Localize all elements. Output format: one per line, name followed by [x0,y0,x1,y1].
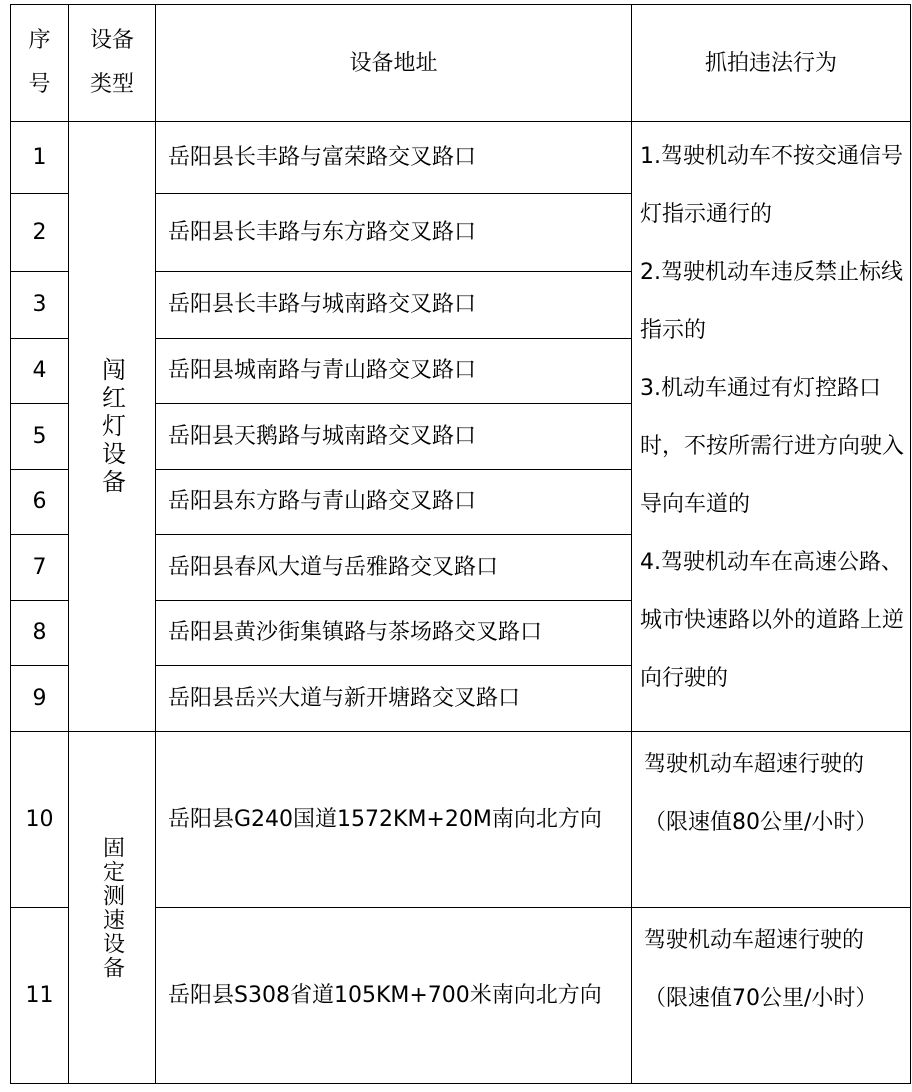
header-seq-cell [11,5,68,121]
violations-cell-red-light [632,122,910,731]
type-label-red-light: 闯红灯设备 [97,356,126,497]
row-number: 5 [32,423,47,449]
violation-item: 3.机动车通过有灯控路口时，不按所需行进方向驶入导向车道的 [640,376,905,517]
row-number: 11 [25,982,54,1008]
row-violation: 驾驶机动车超速行驶的（限速值80公里/小时） [644,752,878,835]
row-number: 7 [32,554,47,580]
row-number: 4 [32,358,47,383]
header-address: 设备地址 [349,50,438,76]
header-type-cell [69,5,155,121]
row-address: 岳阳县S308省道105KM+700米南向北方向 [168,982,602,1008]
header-type-line1: 设备 [89,28,134,53]
row-address: 岳阳县黄沙街集镇路与茶场路交叉路口 [168,620,543,645]
table-border-right [910,4,911,1084]
row-number: 9 [32,685,47,711]
row-address: 岳阳县春风大道与岳雅路交叉路口 [168,554,499,580]
violation-item: 4.驾驶机动车在高速公路、城市快速路以外的道路上逆向行驶的 [640,550,905,691]
violation-item: 2.驾驶机动车违反禁止标线指示的 [640,260,903,343]
row-address: 岳阳县城南路与青山路交叉路口 [168,358,477,383]
row-address: 岳阳县G240国道1572KM+20M南向北方向 [168,806,602,832]
header-seq-line2: 号 [28,72,51,97]
row-address: 岳阳县长丰路与东方路交叉路口 [168,219,477,245]
header-violation: 抓拍违法行为 [704,50,837,76]
row-number: 10 [25,806,54,832]
row-address: 岳阳县岳兴大道与新开塘路交叉路口 [168,685,521,711]
row-address: 岳阳县东方路与青山路交叉路口 [168,489,477,514]
table-border-bottom [10,1083,911,1084]
violation-item: 1.驾驶机动车不按交通信号灯指示通行的 [640,144,903,227]
header-seq-line1: 序 [28,28,51,53]
row-number: 6 [32,489,47,514]
row-number: 3 [32,292,47,317]
row-number: 2 [32,219,47,245]
row-number: 8 [32,620,47,645]
row-address: 岳阳县长丰路与富荣路交叉路口 [168,144,477,170]
row-address: 岳阳县长丰路与城南路交叉路口 [168,292,477,317]
row-violation: 驾驶机动车超速行驶的（限速值70公里/小时） [644,928,878,1011]
row-number: 1 [32,144,47,170]
type-label-speed: 固定测速设备 [99,835,125,980]
type-cell-speed [69,732,155,1083]
type-cell-red-light [69,122,155,731]
header-type-line2: 类型 [89,72,134,97]
row-address: 岳阳县天鹅路与城南路交叉路口 [168,423,477,449]
